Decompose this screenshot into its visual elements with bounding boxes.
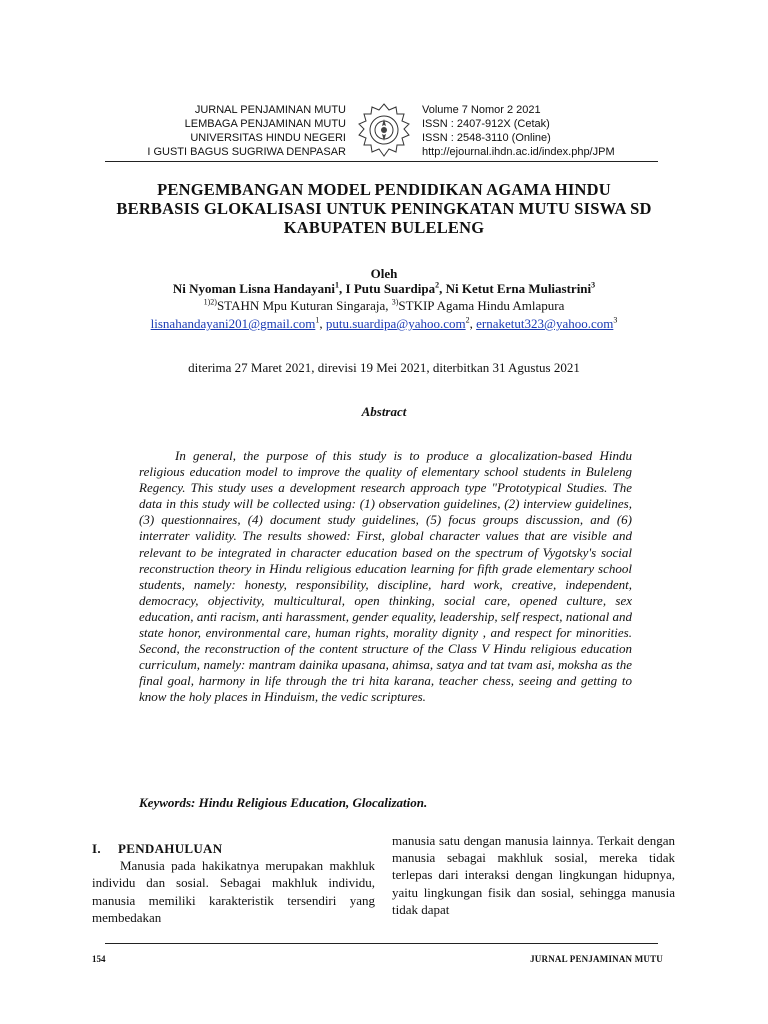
email-1-sup: 1: [315, 315, 320, 325]
section-number: I.: [92, 841, 101, 856]
title-line-2: BERBASIS GLOKALISASI UNTUK PENINGKATAN MUTU SISWA SD: [116, 199, 652, 218]
title-line-1: PENGEMBANGAN MODEL PENDIDIKAN AGAMA HINDU: [157, 180, 611, 199]
email-2-sup: 2: [465, 315, 470, 325]
section-title: PENDAHULUAN: [118, 841, 223, 856]
author-1-sup: 1: [335, 280, 340, 290]
author-3-sup: 3: [591, 280, 596, 290]
journal-header-right: [422, 103, 682, 159]
university-seal-icon: [353, 101, 415, 159]
abstract-body: In general, the purpose of this study is to produce a glocalization-based Hindu religious education model to improve the quality of elementary school students in Buleleng Regency. This study uses a development research approach type "Prototypical Studies. The data in this study will be collected using: (1) observation guidelines, (2) interview guidelines, (3) questionnaires, (4) document study guidelines, (5) focus groups discussion, and (6) interrater validity. The results showed: First, global character values that are visible and relevant to be integrated in character education based on the spectrum of Vygotsky's social reconstruction theory in Hindu religious education learning for fifth grade elementary school students, namely: honesty, responsibility, discipline, hard work, creative, independent, democracy, objectivity, multicultural, open thinking, social care, opened culture, sex education, anti racism, anti harassment, gender equality, leadership, self respect, national and state honor, environmental care, human rights, morality dignity , and respect for minorities. Second, the reconstruction of the content structure of the Class V Hindu religious education curriculum, namely: mantram dainika upasana, ahimsa, satya and tat tvam asi, moksha as the final goal, harmony in life through the tri hita karana, teacher chess, seeing and getting to know the holy places in Hinduism, the vedic scriptures.: [139, 448, 632, 705]
email-link-3[interactable]: ernaketut323@yahoo.com: [476, 316, 614, 331]
body-column-left: [92, 840, 375, 926]
header-university: UNIVERSITAS HINDU NEGERI: [190, 132, 346, 144]
author-1: Ni Nyoman Lisna Handayani: [172, 281, 336, 296]
email-3-sup: 3: [613, 315, 618, 325]
affiliation-1: STAHN Mpu Kuturan Singaraja,: [216, 298, 392, 313]
submission-dates: diterima 27 Maret 2021, direvisi 19 Mei 2021, diterbitkan 31 Agustus 2021: [188, 360, 580, 375]
footer-journal-name: JURNAL PENJAMINAN MUTU: [530, 954, 663, 964]
header-issn-print: ISSN : 2407-912X (Cetak): [422, 118, 550, 130]
author-separator: ,: [439, 281, 446, 296]
journal-header-left: [96, 103, 346, 159]
header-issn-online: ISSN : 2548-3110 (Online): [422, 132, 551, 144]
affiliations: [0, 298, 768, 314]
author-3: Ni Ketut Erna Muliastrini: [445, 281, 592, 296]
email-link-1[interactable]: lisnahandayani201@gmail.com: [150, 316, 316, 331]
footer-divider: [105, 943, 658, 944]
header-journal-name: JURNAL PENJAMINAN MUTU: [194, 104, 346, 116]
header-volume: Volume 7 Nomor 2 2021: [422, 104, 541, 116]
byline-label: Oleh: [370, 266, 398, 281]
intro-paragraph-right: manusia satu dengan manusia lainnya. Terkait dengan manusia sebagai makhluk sosial, mereka tidak terlepas dari interaksi dengan lingkungan hidupnya, yaitu lingkungan fisik dan sosial, sehingga manusia tidak dapat: [392, 833, 675, 917]
author-2: I Putu Suardipa: [345, 281, 436, 296]
author-emails: [0, 316, 768, 332]
page-number: 154: [92, 954, 106, 964]
author-separator: ,: [339, 281, 346, 296]
paper-title: [80, 180, 688, 237]
email-separator: ,: [319, 316, 326, 331]
section-heading: [92, 840, 375, 857]
header-divider: [105, 161, 658, 162]
intro-paragraph-left: Manusia pada hakikatnya merupakan makhluk individu dan sosial. Sebagai makhluk individu, manusia memiliki karakteristik tersendiri yang membedakan: [92, 858, 375, 925]
author-list: [0, 281, 768, 297]
abstract-heading: Abstract: [361, 404, 407, 419]
email-link-2[interactable]: putu.suardipa@yahoo.com: [325, 316, 466, 331]
keywords: Keywords: Hindu Religious Education, Glocalization.: [139, 795, 428, 810]
title-line-3: KABUPATEN BULELENG: [283, 218, 485, 237]
author-2-sup: 2: [435, 280, 440, 290]
affiliation-2: STKIP Agama Hindu Amlapura: [398, 298, 565, 313]
header-university-name: I GUSTI BAGUS SUGRIWA DENPASAR: [147, 146, 346, 158]
email-separator: ,: [469, 316, 477, 331]
header-institution: LEMBAGA PENJAMINAN MUTU: [184, 118, 346, 130]
affiliation-1-sup: 1)2): [203, 297, 217, 307]
header-url: http://ejournal.ihdn.ac.id/index.php/JPM: [422, 146, 615, 158]
affiliation-2-sup: 3): [391, 297, 399, 307]
